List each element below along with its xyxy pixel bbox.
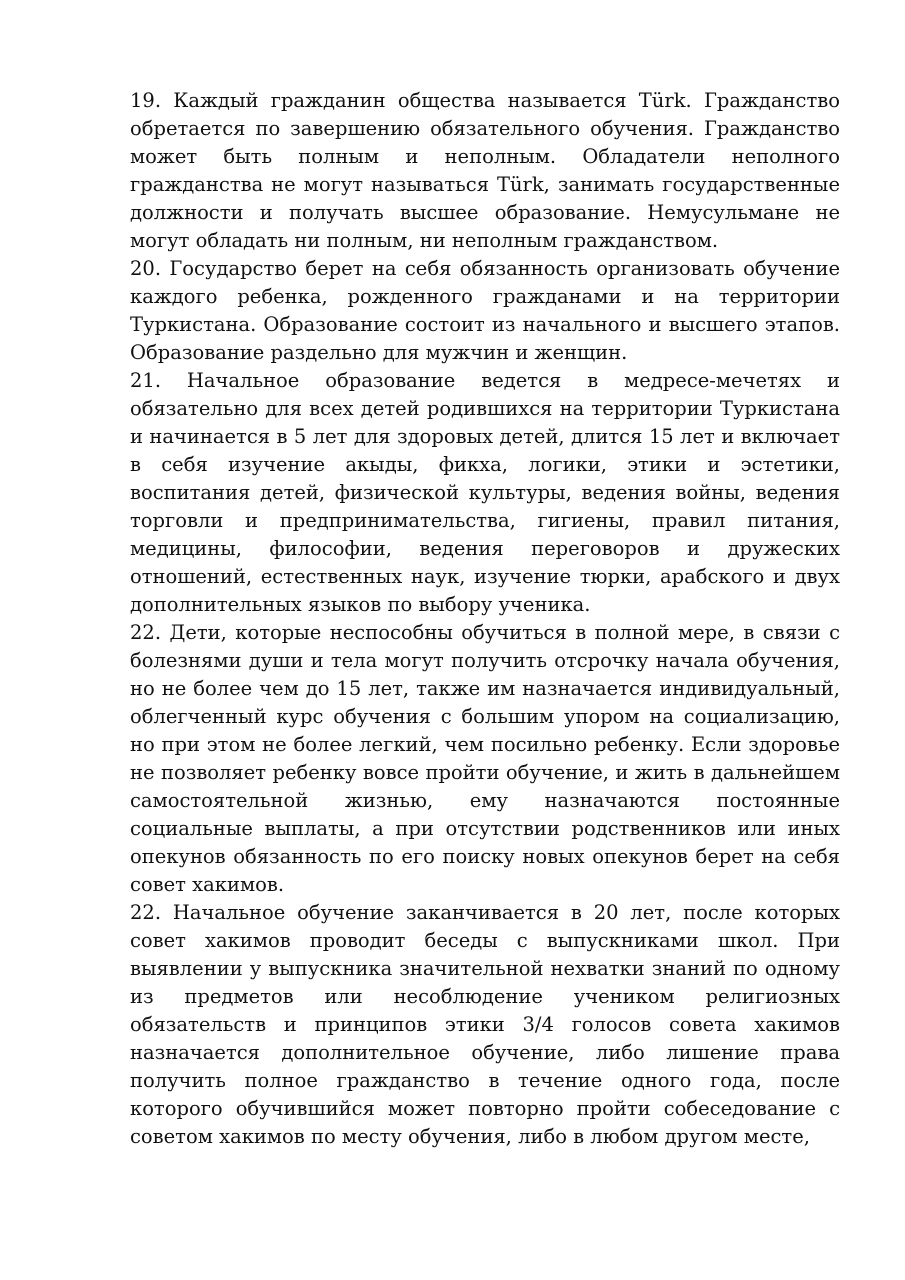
paragraph-22-first: 22. Дети, которые неспособны обучиться в полной мере, в связи с болезнями души и тела могут получить отсрочку начала обучения, но не более чем до 15 лет, также им назначается индивидуальный, облегченный курс обучения с большим упором на социализацию, но при этом не более легкий, чем посильно ребенку. Если здоровье не позволяет ребенку вовсе пройти обучение, и жить в дальнейшем самостоятельной жизнью, ему назначаются постоянные социальные выплаты, а при отсутствии родственников или иных опекунов обязанность по его поиску новых опекунов берет на себя совет хакимов. xyxy=(130,621,840,896)
paragraph-20: 20. Государство берет на себя обязанность организовать обучение каждого ребенка, рожденного гражданами и на территории Туркистана. Образование состоит из начального и высшего этапов. Образование раздельно для мужчин и женщин. xyxy=(130,257,840,364)
paragraph-22-second: 22. Начальное обучение заканчивается в 20 лет, после которых совет хакимов проводит беседы с выпускниками школ. При выявлении у выпускника значительной нехватки знаний по одному из предметов или несоблюдение учеником религиозных обязательств и принципов этики 3/4 голосов совета хакимов назначается дополнительное обучение, либо лишение права получить полное гражданство в течение одного года, после которого обучившийся может повторно пройти собеседование с советом хакимов по месту обучения, либо в любом другом месте, xyxy=(130,901,840,1148)
paragraph-19: 19. Каждый гражданин общества называется Türk. Гражданство обретается по завершению обязательного обучения. Гражданство может быть полным и неполным. Обладатели неполного гражданства не могут называться Türk, занимать государственные должности и получать высшее образование. Немусульмане не могут обладать ни полным, ни неполным гражданством. xyxy=(130,89,840,252)
paragraph-21: 21. Начальное образование ведется в медресе-мечетях и обязательно для всех детей родившихся на территории Туркистана и начинается в 5 лет для здоровых детей, длится 15 лет и включает в себя изучение акыды, фикха, логики, этики и эстетики, воспитания детей, физической культуры, ведения войны, ведения торговли и предпринимательства, гигиены, правил питания, медицины, философии, ведения переговоров и дружеских отношений, естественных наук, изучение тюрки, арабского и двух дополнительных языков по выбору ученика. xyxy=(130,369,840,616)
document-page xyxy=(130,87,840,1151)
